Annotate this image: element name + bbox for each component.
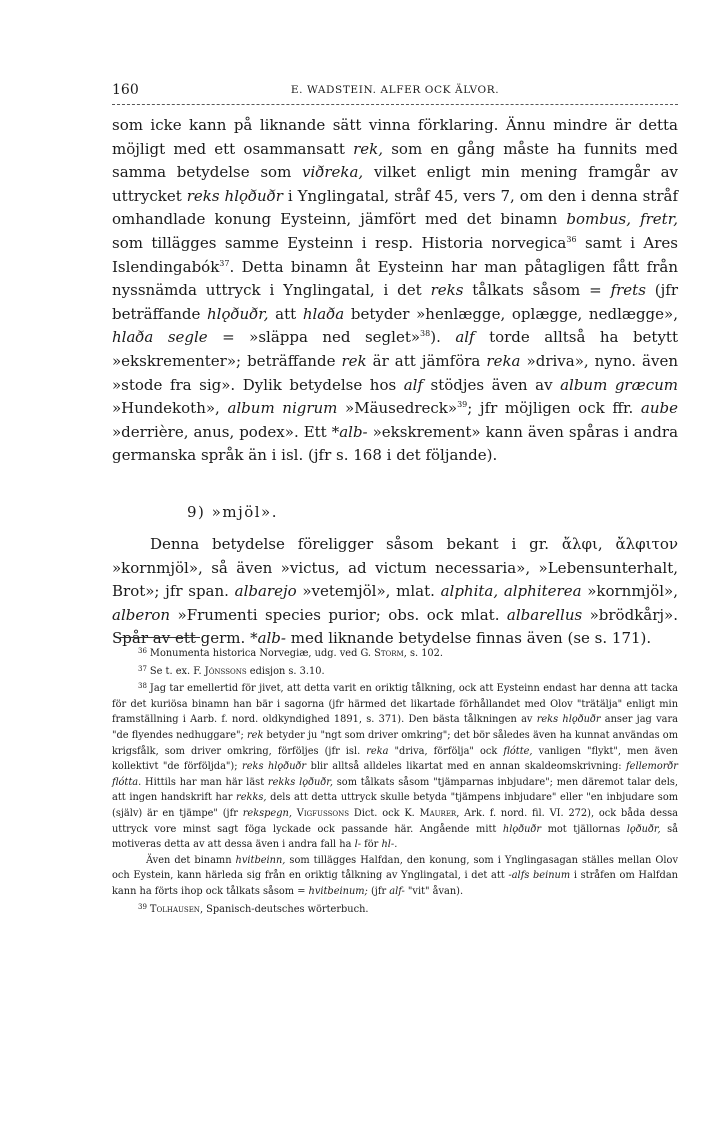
running-title: E. WADSTEIN. ALFER OCK ÄLVOR. [290,84,500,96]
footnote-37: $^{37}$ Se t. ex. F. Jónssons edisjon s. 3.10. [138,664,325,677]
footnote-36: $^{36}$ Monumenta historica Norvegiæ, udg. ved G. Storm, s. 102. [138,647,444,659]
section-heading: 9) »mjöl». [187,503,278,521]
footnote-ref-38: 38 [420,329,431,339]
header-rule [112,104,678,105]
footnotes [112,644,678,917]
page-header [112,82,678,104]
main-paragraph: som icke kann på liknande sätt vinna förklaring. Ännu mindre är detta möjligt med ett osammansatt rek, som en gång måste ha funnits med samma betydelse som viðreka, vilket enligt min mening framgår av uttrycket reks hlǫðuðr i Ynglingatal, stråf 45, vers 7, om den i denna stråf omhandlade konung Eysteinn, jämfört med det binamn bombus, fretr, som tillägges samme Eysteinn i resp. Historia norvegica$^{36}$ samt i Ares Islendingabók$^{37}$. Detta binamn åt Eysteinn har man påtagligen fått från nyssnämda uttryck i Ynglingatal, i det reks tålkats såsom = frets (jfr beträffande hlǫðuðr, att hlaða betyder »henlægge, oplægge, nedlægge», hlaða segle = »släppa ned seglet»$^{38}$). alf torde alltså ha betytt »ekskrementer»; beträffande rek är att jämföra reka »driva», nyno. även »stode fra sig». Dylik betydelse hos alf stödjes även av album græcum »Hundekoth», album nigrum »Mäusedreck»$^{39}$; jfr möjligen ock ffr. aube »derrière, anus, podex». Ett *alb- »ekskrement» kann även spåras i andra germanska språk än i isl. (jfr s. 168 i det följande). [112,116,679,465]
footnote-ref-36: 36 [566,234,577,244]
page-number: 160 [112,82,139,98]
footnote-ref-37: 37 [219,258,230,268]
footnote-39: $^{39}$ Tolhausen, Spanisch-deutsches wörterbuch. [138,902,369,915]
footnote-ref-39: 39 [457,400,468,410]
footnote-separator [120,637,200,638]
section-paragraph: Denna betydelse föreligger såsom bekant i gr. ἄλφι, ἄλφιτον »kornmjöl», så även »victus, ad victum necessaria», »Lebensunterhalt, Brot»; jfr span. albarejo »vetemjöl», mlat. alphita, alphiterea »kornmjöl», alberon »Frumenti species purior; obs. ock mlat. albarellus »brödkårj». Spår av ett germ. *alb- med liknande betydelse finnas även (se s. 171). [112,535,678,648]
footnote-38-continued: Även det binamn hvitbeinn, som tillägges Halfdan, den konung, som i Ynglingasagan ställes mellan Olov och Eystein, kann härleda sig från en oriktig tålkning av Ynglingatal, i det att -alfs beinum i stråfen om Halfdan kann ha förts ihop ock tålkats såsom = hvitbeinum; (jfr alf- "vit" åvan). [112,854,678,897]
footnote-38: $^{38}$ Jag tar emellertid för jivet, att detta varit en oriktig tålkning, ock att Eysteinn endast har denna att tacka för det kuriösa binamn han bär i sagorna (jfr härmed det likartade förhållandet med Olov "trätälja" enligt min framställning i Aarb. f. nord. oldkyndighed 1891, s. 371). Den bästa tålkningen av reks hlǫðuðr anser jag vara "de flyendes nedhuggare"; rek betyder ju "ngt som driver omkring"; det bör således även ha kunnat användas om krigsfålk, som driver omkring, förföljes (jfr isl. reka "driva, förfölja" ock flótte, vanligen "flykt", men även kollektivt "de förföljda"); reks hlǫðuðr blir alltså alldeles likartat med en annan skaldeomskrivning: fellemorðr flótta. Hittils har man här läst rekks lǫðuðr, som tålkats såsom "tjämparnas inbjudare"; men däremot talar dels, att ingen handskrift har rekks, dels att detta uttryck skulle betyda "tjämpens inbjudare" eller "en inbjudare som (själv) är en tjämpe" (jfr rekspegn, Vigfussons Dict. ock K. Maurer, Ark. f. nord. fil. VI. 272), ock båda dessa uttryck vore minst sagt föga lyckade ock passande här. Angående mitt hlǫðuðr mot tjällornas lǫðuðr, så motiveras detta av att dessa även i andra fall ha l- för hl-. [112,682,679,851]
